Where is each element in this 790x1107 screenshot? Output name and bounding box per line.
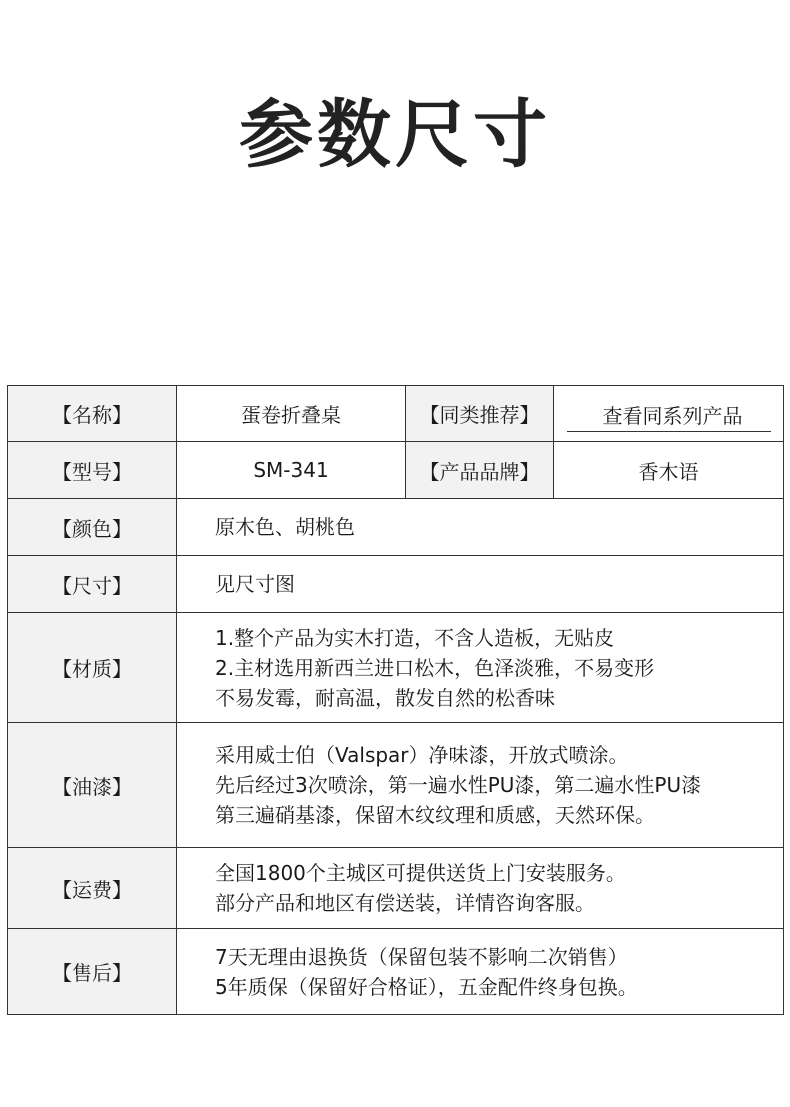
shipping-line: 全国1800个主城区可提供送货上门安装服务。 bbox=[215, 861, 626, 885]
label-color: 【颜色】 bbox=[8, 499, 177, 556]
material-line: 2.主材选用新西兰进口松木，色泽淡雅，不易变形 bbox=[215, 655, 655, 680]
value-shipping bbox=[177, 848, 784, 929]
value-name: 蛋卷折叠桌 bbox=[177, 386, 406, 442]
value-size: 见尺寸图 bbox=[177, 556, 784, 613]
paint-line: 采用威士伯（Valspar）净味漆，开放式喷涂。 bbox=[215, 743, 629, 767]
label-model: 【型号】 bbox=[8, 442, 177, 499]
aftersale-line: 5年质保（保留好合格证），五金配件终身包换。 bbox=[215, 974, 638, 999]
value-material bbox=[177, 613, 784, 723]
label-name: 【名称】 bbox=[8, 386, 177, 442]
material-line: 1.整个产品为实木打造，不含人造板，无贴皮 bbox=[215, 625, 615, 650]
value-color: 原木色、胡桃色 bbox=[177, 499, 784, 556]
row-aftersale bbox=[8, 929, 784, 1015]
value-model: SM-341 bbox=[177, 442, 406, 499]
label-paint: 【油漆】 bbox=[8, 723, 177, 848]
page-title: 参数尺寸 bbox=[239, 92, 551, 178]
value-aftersale bbox=[177, 929, 784, 1015]
label-brand: 【产品品牌】 bbox=[406, 442, 554, 499]
shipping-line: 部分产品和地区有偿送装，详情咨询客服。 bbox=[215, 891, 595, 915]
row-size bbox=[8, 556, 784, 613]
label-material: 【材质】 bbox=[8, 613, 177, 723]
row-material bbox=[8, 613, 784, 723]
material-line: 不易发霉，耐高温，散发自然的松香味 bbox=[215, 685, 555, 710]
row-paint bbox=[8, 723, 784, 848]
value-brand: 香木语 bbox=[554, 442, 784, 499]
label-aftersale: 【售后】 bbox=[8, 929, 177, 1015]
similar-products-link[interactable]: 查看同系列产品 bbox=[567, 396, 771, 432]
label-size: 【尺寸】 bbox=[8, 556, 177, 613]
label-similar: 【同类推荐】 bbox=[406, 386, 554, 442]
value-paint bbox=[177, 723, 784, 848]
row-model bbox=[8, 442, 784, 499]
row-shipping bbox=[8, 848, 784, 929]
paint-line: 第三遍硝基漆，保留木纹纹理和质感，天然环保。 bbox=[215, 803, 655, 827]
similar-cell bbox=[554, 386, 784, 442]
spec-table bbox=[7, 385, 784, 1015]
label-shipping: 【运费】 bbox=[8, 848, 177, 929]
row-name bbox=[8, 386, 784, 442]
paint-line: 先后经过3次喷涂，第一遍水性PU漆，第二遍水性PU漆 bbox=[215, 773, 702, 797]
aftersale-line: 7天无理由退换货（保留包装不影响二次销售） bbox=[215, 944, 628, 969]
row-color bbox=[8, 499, 784, 556]
